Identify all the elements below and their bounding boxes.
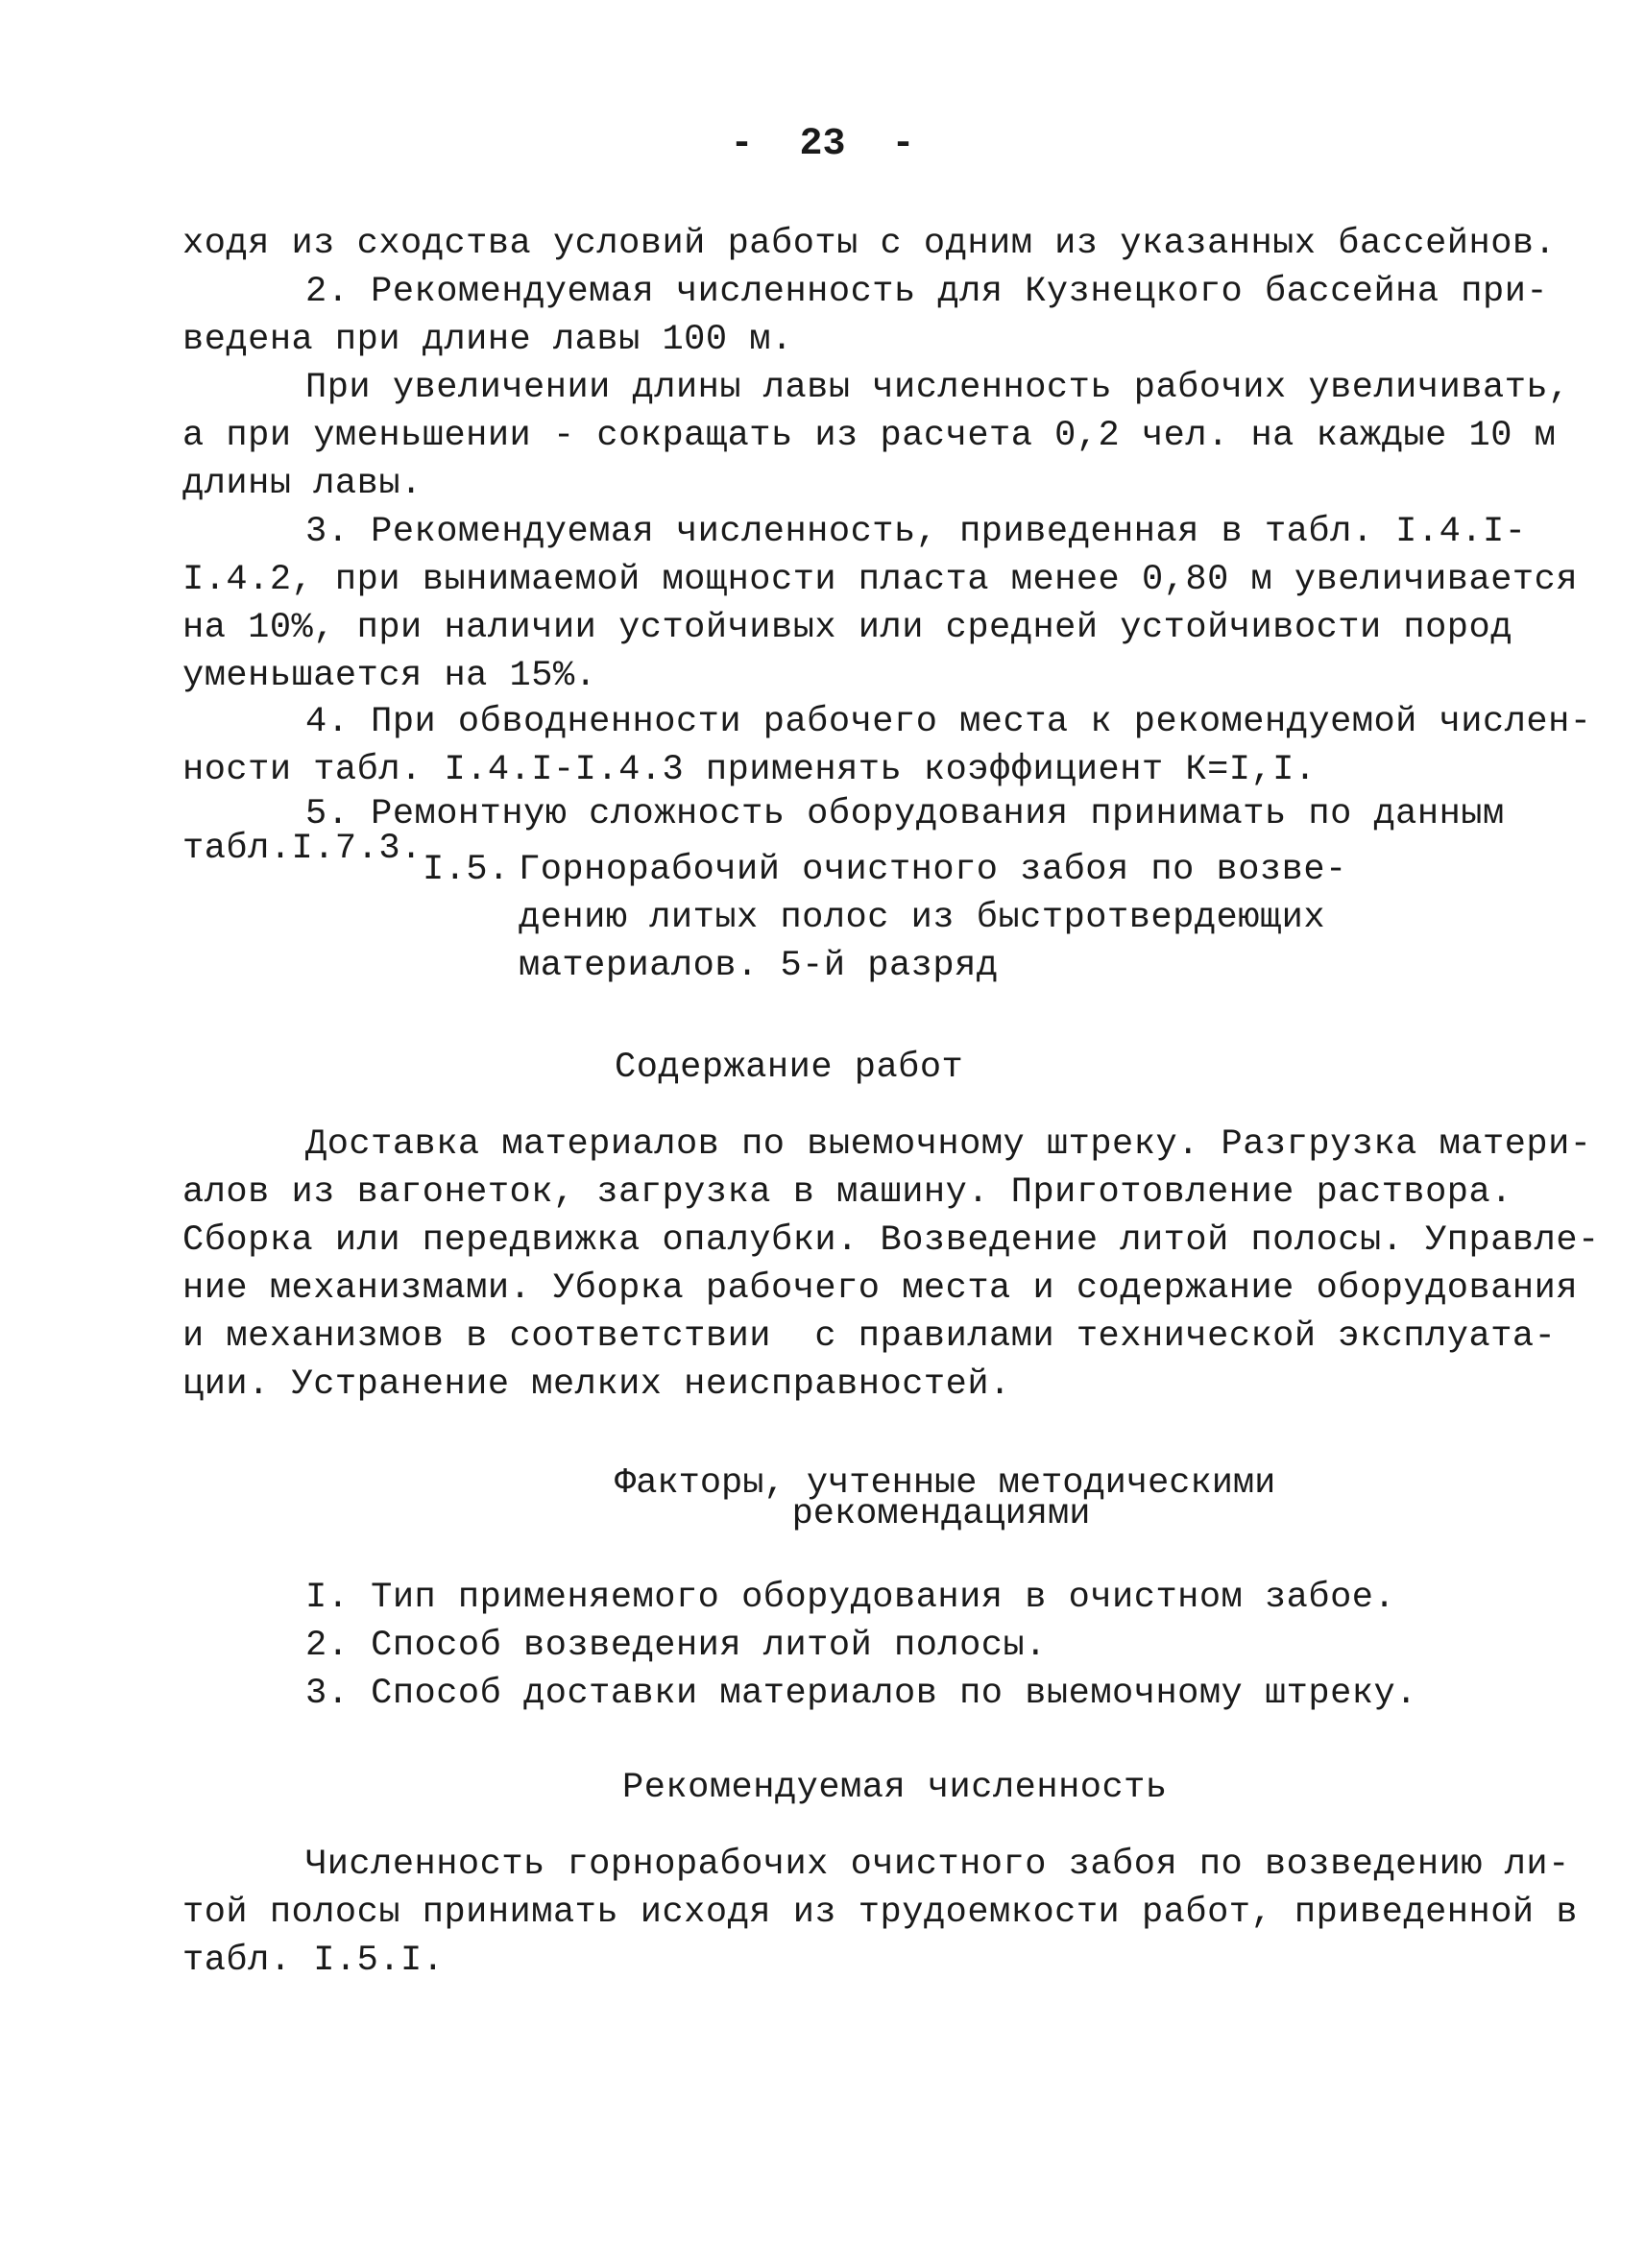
- paragraph-line: той полосы принимать исходя из трудоемкости работ, приведенной в: [182, 1893, 1579, 1933]
- paragraph-line: ние механизмами. Уборка рабочего места и содержание оборудования: [182, 1268, 1579, 1309]
- paragraph-line: ходя из сходства условий работы с одним из указанных бассейнов.: [182, 224, 1557, 264]
- paragraph-line: 2. Рекомендуемая численность для Кузнецкого бассейна при-: [305, 272, 1549, 312]
- paragraph-line: ведена при длине лавы 100 м.: [182, 320, 793, 360]
- paragraph-line: и механизмов в соответствии с правилами технической эксплуата-: [182, 1316, 1557, 1357]
- work-content-heading: Содержание работ: [615, 1048, 964, 1088]
- paragraph-line: 4. При обводненности рабочего места к рекомендуемой числен-: [305, 702, 1592, 742]
- paragraph-line: I.4.2, при вынимаемой мощности пласта менее 0,80 м увеличивается: [182, 560, 1579, 600]
- page-number: - 23 -: [730, 123, 915, 166]
- paragraph-line: длины лавы.: [182, 464, 423, 504]
- factors-heading-line: рекомендациями: [791, 1494, 1091, 1534]
- paragraph-line: ности табл. I.4.I-I.4.3 применять коэффициент К=I,I.: [182, 750, 1317, 790]
- paragraph-line: Доставка материалов по выемочному штреку. Разгрузка матери-: [305, 1124, 1592, 1165]
- paragraph-line: уменьшается на 15%.: [182, 656, 597, 696]
- paragraph-line: табл. I.5.I.: [182, 1941, 445, 1981]
- paragraph-line: Численность горнорабочих очистного забоя по возведению ли-: [305, 1845, 1570, 1885]
- section-title-line: дению литых полос из быстротвердеющих: [519, 898, 1326, 938]
- section-title-line: Горнорабочий очистного забоя по возве-: [519, 850, 1347, 890]
- paragraph-line: табл.I.7.3.: [182, 829, 423, 869]
- factor-item: I. Тип применяемого оборудования в очистном забое.: [305, 1578, 1396, 1618]
- factor-item: 3. Способ доставки материалов по выемочному штреку.: [305, 1674, 1417, 1714]
- paragraph-line: на 10%, при наличии устойчивых или средней устойчивости пород: [182, 608, 1512, 648]
- paragraph-line: алов из вагонеток, загрузка в машину. Приготовление раствора.: [182, 1172, 1512, 1213]
- paragraph-line: а при уменьшении - сокращать из расчета 0,2 чел. на каждые 10 м: [182, 416, 1557, 456]
- paragraph-line: ции. Устранение мелких неисправностей.: [182, 1364, 1011, 1405]
- paragraph-line: При увеличении длины лавы численность рабочих увеличивать,: [305, 368, 1570, 408]
- paragraph-line: 5. Ремонтную сложность оборудования принимать по данным: [305, 794, 1505, 834]
- recommended-heading: Рекомендуемая численность: [622, 1768, 1168, 1808]
- factors-heading-line: Факторы, учтенные методическими: [615, 1463, 1276, 1504]
- section-number: I.5.: [423, 850, 510, 890]
- paragraph-line: Сборка или передвижка опалубки. Возведение литой полосы. Управле-: [182, 1220, 1600, 1261]
- factor-item: 2. Способ возведения литой полосы.: [305, 1626, 1047, 1666]
- paragraph-line: 3. Рекомендуемая численность, приведенная в табл. I.4.I-: [305, 512, 1527, 552]
- section-title-line: материалов. 5-й разряд: [519, 946, 999, 986]
